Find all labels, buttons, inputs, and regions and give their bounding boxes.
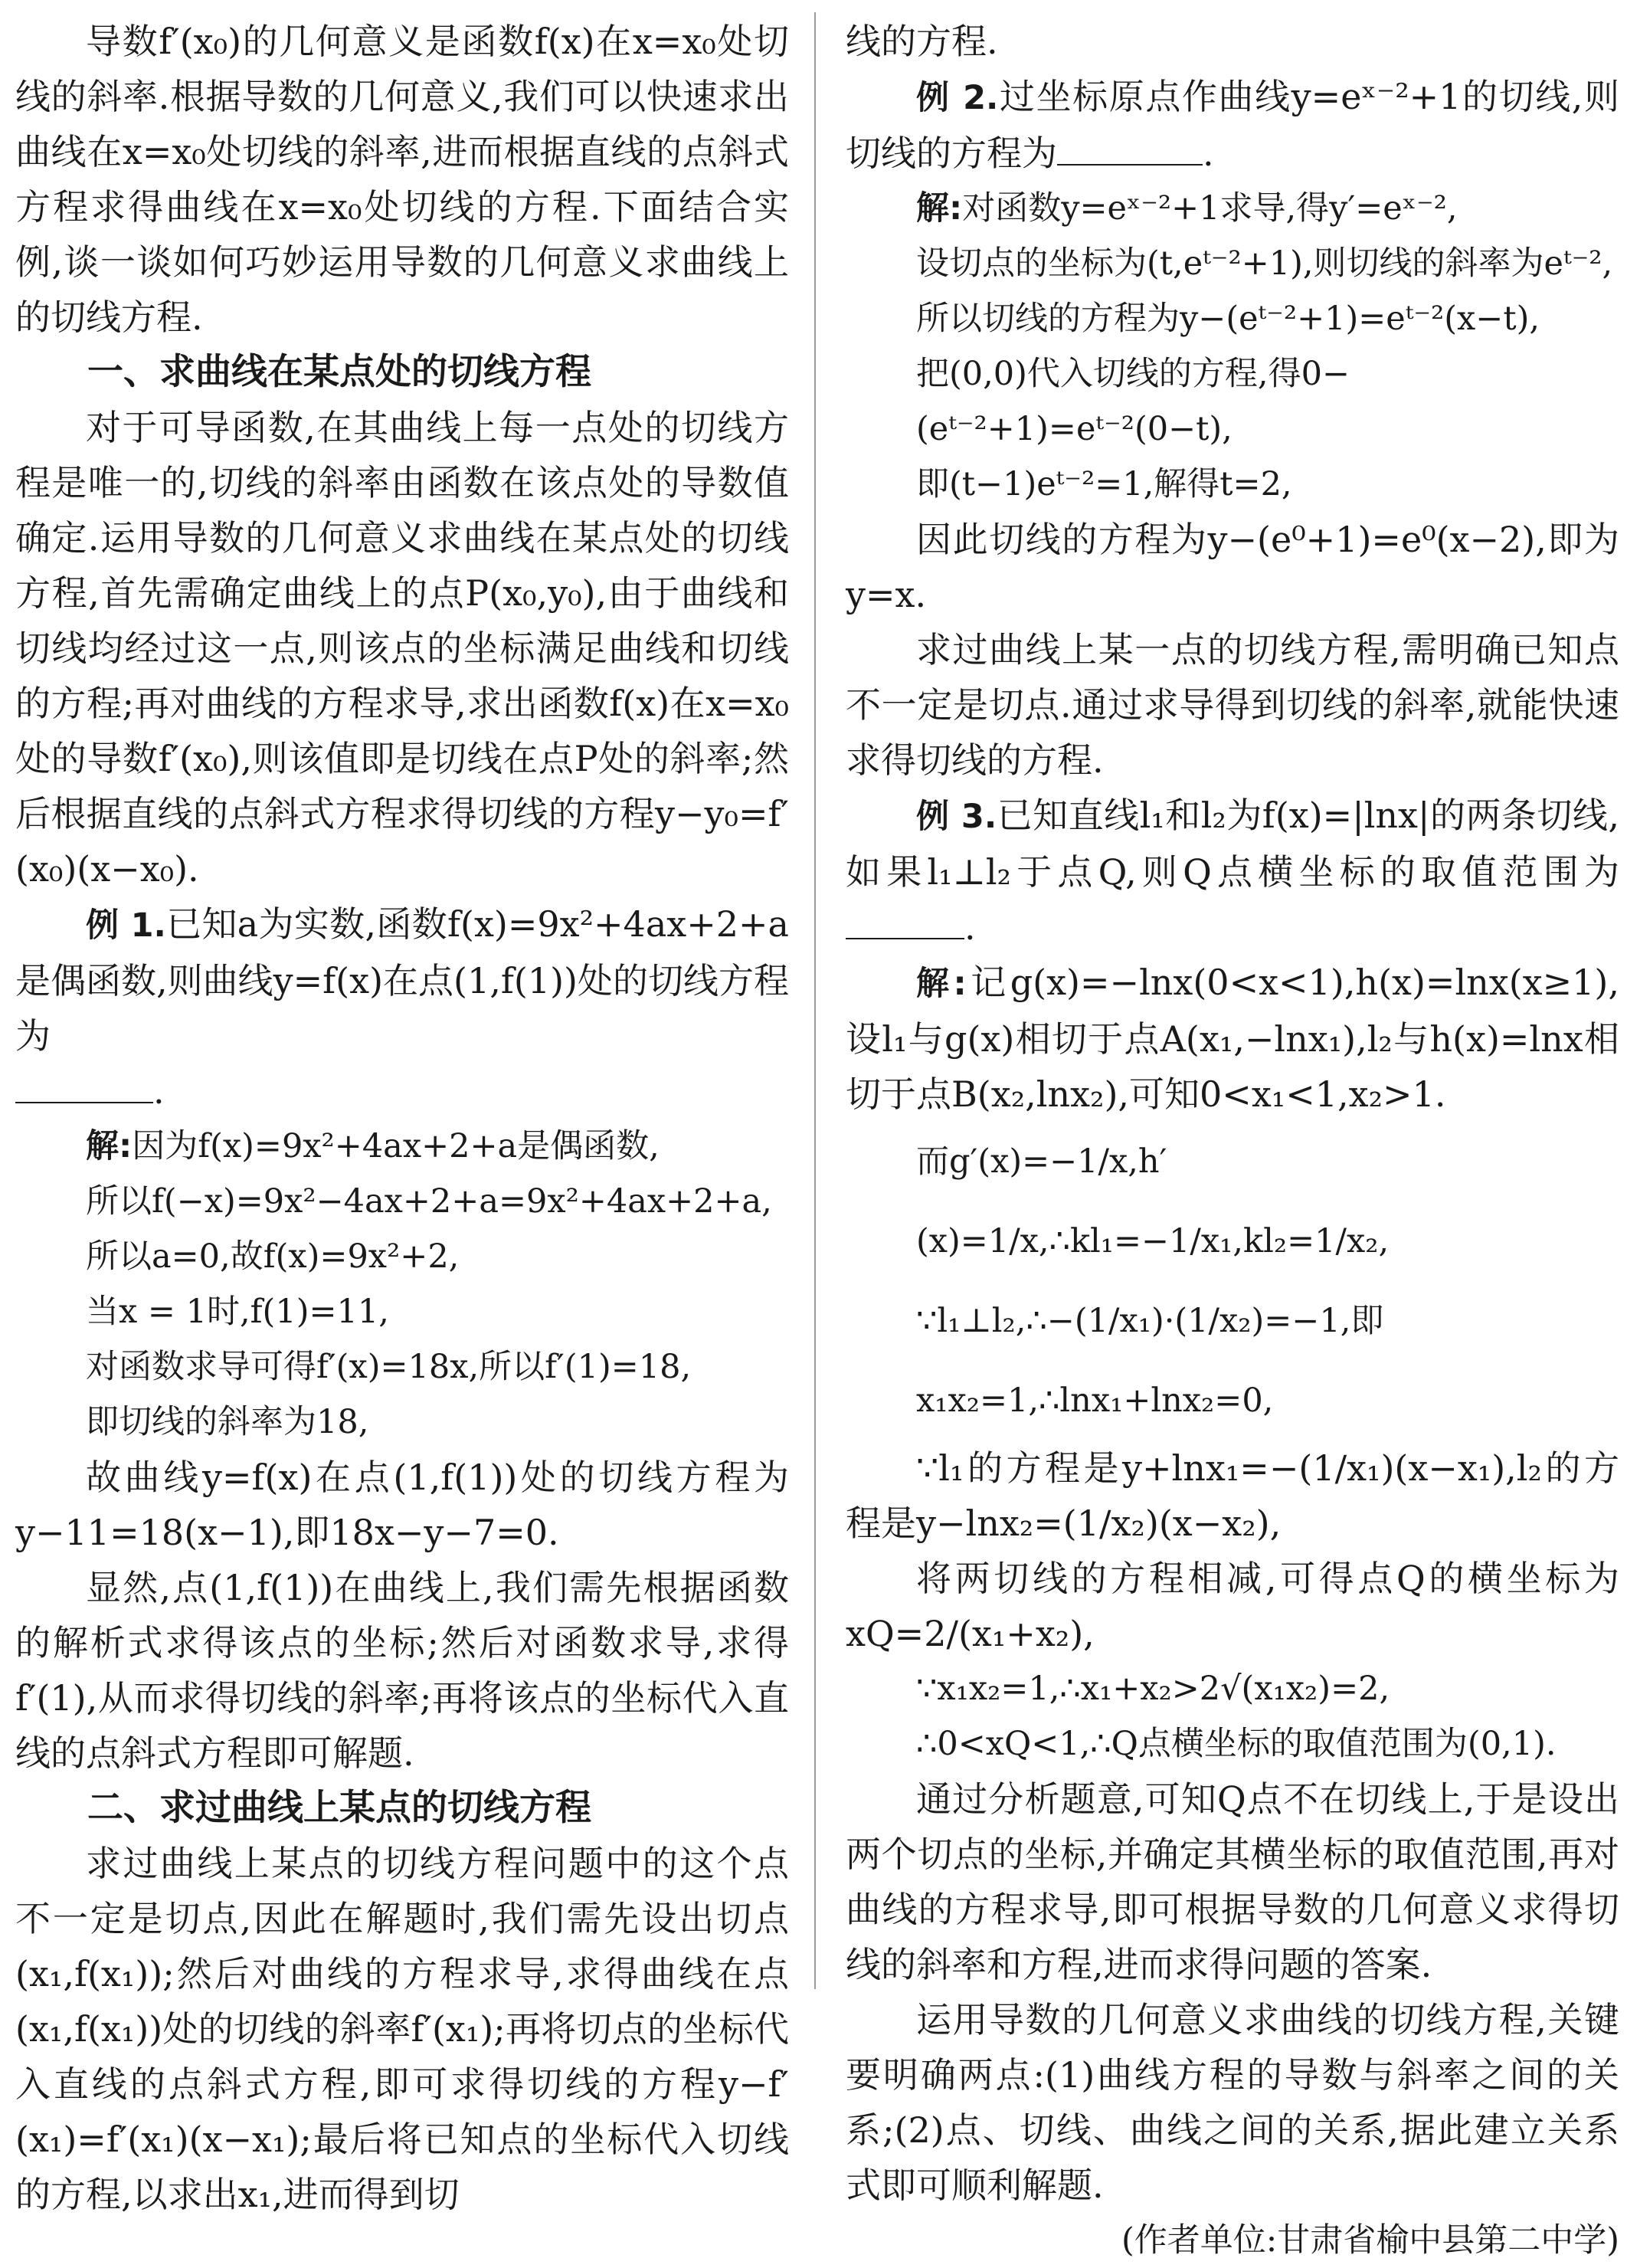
solution-3-line-7: ∴0<xQ<1,∴Q点横坐标的取值范围为(0,1). [916, 1725, 1557, 1763]
example-2-answer-blank [1057, 135, 1203, 166]
solution-3-line-6: ∵x₁x₂=1,∴x₁+x₂>2√(x₁x₂)=2, [916, 1670, 1390, 1708]
example-3-end: . [964, 906, 976, 948]
example-2-comment: 求过曲线上某一点的切线方程,需明确已知点不一定是切点.通过求导得到切线的斜率,就能快速求得切线的方程. [846, 629, 1619, 781]
solution-1-line-5: 对函数求导可得f′(x)=18x,所以f′(1)=18, [86, 1348, 692, 1386]
solution-1-line-3: 所以a=0,故f(x)=9x²+2, [86, 1237, 460, 1276]
example-3-comment: 通过分析题意,可知Q点不在切线上,于是设出两个切点的坐标,并确定其横坐标的取值范围,再对曲线的方程求导,即可根据导数的几何意义求得切线的斜率和方程,进而求得问题的答案. [846, 1778, 1619, 1985]
example-3-text: 已知直线l₁和l₂为f(x)=|lnx|的两条切线,如果l₁⊥l₂于点Q,则Q点横坐标的取值范围为 [846, 795, 1619, 893]
example-2-label: 例 2. [916, 79, 999, 117]
section-1-heading: 一、求曲线在某点处的切线方程 [87, 351, 591, 393]
solution-3-line-1: 解:记g(x)=−lnx(0<x<1),h(x)=lnx(x≥1),设l₁与g(x)相切于点A(x₁,−lnx₁),l₂与h(x)=lnx相切于点B(x₂,lnx₂),可知0<x₁<1,x₂>1. [846, 962, 1619, 1115]
example-1-text: 已知a为实数,函数f(x)=9x²+4ax+2+a是偶函数,则曲线y=f(x)在点(1,f(1))处的切线方程为 [15, 903, 789, 1057]
example-2-end: . [1203, 133, 1214, 174]
solution-3-line-3: ∵l₁⊥l₂,∴−(1/x₁)·(1/x₂)=−1,即x₁x₂=1,∴lnx₁+lnx₂=0, [916, 1302, 1384, 1420]
column-divider [814, 12, 816, 1989]
solution-3-line-4: ∵l₁的方程是y+lnx₁=−(1/x₁)(x−x₁),l₂的方程是y−lnx₂=(1/x₂)(x−x₂), [846, 1447, 1619, 1544]
example-1-comment: 显然,点(1,f(1))在曲线上,我们需先根据函数的解析式求得该点的坐标;然后对函数求导,求得f′(1),从而求得切线的斜率;再将该点的坐标代入直线的点斜式方程即可解题. [15, 1567, 789, 1774]
solution-1-line-7: 故曲线y=f(x)在点(1,f(1))处的切线方程为y−11=18(x−1),即18x−y−7=0. [15, 1457, 789, 1553]
section-2-heading: 二、求过曲线上某点的切线方程 [87, 1787, 591, 1829]
solution-2-line-1: 解:对函数y=eˣ⁻²+1求导,得y′=eˣ⁻², [916, 189, 1458, 228]
example-3-label: 例 3. [916, 798, 997, 836]
example-2-text: 过坐标原点作曲线y=eˣ⁻²+1的切线,则切线的方程为 [846, 76, 1619, 174]
solution-2-line-4: 把(0,0)代入切线的方程,得0−(eᵗ⁻²+1)=eᵗ⁻²(0−t), [916, 355, 1350, 448]
solution-1-line-6: 即切线的斜率为18, [86, 1403, 369, 1441]
example-1-answer-blank [15, 1073, 153, 1103]
example-3-answer-blank [846, 909, 964, 939]
left-column [15, 14, 789, 2222]
section-2-continuation: 线的方程. [846, 21, 998, 62]
solution-1-line-2: 所以f(−x)=9x²−4ax+2+a=9x²+4ax+2+a, [86, 1182, 772, 1221]
solution-1-line-4: 当x = 1时,f(1)=11, [86, 1293, 389, 1331]
conclusion-paragraph: 运用导数的几何意义求曲线的切线方程,关键要明确两点:(1)曲线方程的导数与斜率之间的关系;(2)点、切线、曲线之间的关系,据此建立关系式即可顺利解题. [846, 1999, 1619, 2206]
solution-2-line-2: 设切点的坐标为(t,eᵗ⁻²+1),则切线的斜率为eᵗ⁻², [916, 244, 1613, 283]
section-2-paragraph: 求过曲线上某点的切线方程问题中的这个点不一定是切点,因此在解题时,我们需先设出切点(x₁,f(x₁));然后对曲线的方程求导,求得曲线在点(x₁,f(x₁))处的切线的斜率f′(x₁);再将切点的坐标代入直线的点斜式方程,即可求得切线的方程y−f′(x₁)=f′(x₁)(x−x₁);最后将已知点的坐标代入切线的方程,以求出x₁,进而得到切 [15, 1843, 789, 2215]
solution-2-line-5: 即(t−1)eᵗ⁻²=1,解得t=2, [916, 465, 1292, 503]
solution-1-line-1: 解:因为f(x)=9x²+4ax+2+a是偶函数, [86, 1127, 660, 1165]
solution-2-line-6: 因此切线的方程为y−(e⁰+1)=e⁰(x−2),即为y=x. [846, 519, 1619, 615]
solution-3-label: 解: [916, 965, 967, 1003]
author-affiliation: (作者单位:甘肃省榆中县第二中学) [1121, 2221, 1619, 2260]
solution-2-label: 解: [916, 189, 963, 228]
intro-paragraph: 导数f′(x₀)的几何意义是函数f(x)在x=x₀处切线的斜率.根据导数的几何意义,我们可以快速求出曲线在x=x₀处切线的斜率,进而根据直线的点斜式方程求得曲线在x=x₀处切线的方程.下面结合实例,谈一谈如何巧妙运用导数的几何意义求曲线上的切线方程. [15, 21, 789, 338]
solution-1-label: 解: [86, 1127, 133, 1165]
section-1-paragraph: 对于可导函数,在其曲线上每一点处的切线方程是唯一的,切线的斜率由函数在该点处的导数值确定.运用导数的几何意义求曲线在某点处的切线方程,首先需确定曲线上的点P(x₀,y₀),由于曲线和切线均经过这一点,则该点的坐标满足曲线和切线的方程;再对曲线的方程求导,求出函数f(x)在x=x₀处的导数f′(x₀),则该值即是切线在点P处的斜率;然后根据直线的点斜式方程求得切线的方程y−y₀=f′(x₀)(x−x₀). [15, 407, 789, 890]
solution-3-line-2: 而g′(x)=−1/x,h′(x)=1/x,∴kl₁=−1/x₁,kl₂=1/x₂, [916, 1142, 1390, 1260]
solution-2-line-3: 所以切线的方程为y−(eᵗ⁻²+1)=eᵗ⁻²(x−t), [916, 300, 1540, 338]
example-3-problem [846, 788, 1619, 955]
example-1-end: . [153, 1070, 165, 1112]
solution-3-line-5: 将两切线的方程相减,可得点Q的横坐标为xQ=2/(x₁+x₂), [846, 1558, 1619, 1654]
example-1-problem [15, 896, 789, 1119]
example-2-problem [846, 69, 1619, 181]
example-1-label: 例 1. [86, 906, 166, 945]
right-column [846, 14, 1619, 2268]
